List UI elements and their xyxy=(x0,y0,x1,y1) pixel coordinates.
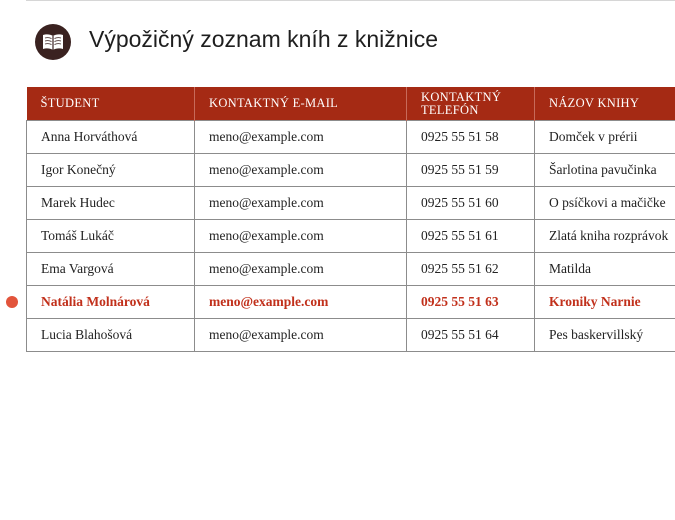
table-row-highlighted xyxy=(27,286,675,319)
student-cell: Igor Konečný xyxy=(27,154,195,187)
book-cell: Pes baskervillský xyxy=(535,319,675,352)
book-loan-table xyxy=(26,87,675,352)
student-cell: Natália Molnárová xyxy=(27,286,195,319)
top-divider xyxy=(26,0,675,1)
book-cell: Domček v prérii xyxy=(535,121,675,154)
row-marker-dot xyxy=(6,296,18,308)
phone-cell: 0925 55 51 61 xyxy=(407,220,535,253)
email-cell: meno@example.com xyxy=(195,253,407,286)
book-cell: O psíčkovi a mačičke xyxy=(535,187,675,220)
phone-cell: 0925 55 51 63 xyxy=(407,286,535,319)
column-header-phone: KONTAKTNÝ TELEFÓN xyxy=(407,87,535,121)
email-cell: meno@example.com xyxy=(195,187,407,220)
page-title: Výpožičný zoznam kníh z knižnice xyxy=(89,26,438,52)
phone-cell: 0925 55 51 60 xyxy=(407,187,535,220)
phone-cell: 0925 55 51 59 xyxy=(407,154,535,187)
phone-cell: 0925 55 51 62 xyxy=(407,253,535,286)
email-cell: meno@example.com xyxy=(195,319,407,352)
table-row xyxy=(27,154,675,187)
book-cell: Kroniky Narnie xyxy=(535,286,675,319)
email-cell: meno@example.com xyxy=(195,286,407,319)
email-cell: meno@example.com xyxy=(195,121,407,154)
table-row xyxy=(27,187,675,220)
column-header-book: NÁZOV KNIHY xyxy=(535,87,675,121)
email-cell: meno@example.com xyxy=(195,154,407,187)
phone-cell: 0925 55 51 64 xyxy=(407,319,535,352)
phone-cell: 0925 55 51 58 xyxy=(407,121,535,154)
book-cell: Matilda xyxy=(535,253,675,286)
table-row xyxy=(27,319,675,352)
table-row xyxy=(27,121,675,154)
table-header-row xyxy=(27,87,675,121)
table-row xyxy=(27,253,675,286)
column-header-email: KONTAKTNÝ E-MAIL xyxy=(195,87,407,121)
email-cell: meno@example.com xyxy=(195,220,407,253)
table-row xyxy=(27,220,675,253)
student-cell: Tomáš Lukáč xyxy=(27,220,195,253)
student-cell: Anna Horváthová xyxy=(27,121,195,154)
book-cell: Zlatá kniha rozprávok xyxy=(535,220,675,253)
column-header-student: ŠTUDENT xyxy=(27,87,195,121)
student-cell: Lucia Blahošová xyxy=(27,319,195,352)
student-cell: Ema Vargová xyxy=(27,253,195,286)
open-book-icon xyxy=(35,24,71,60)
student-cell: Marek Hudec xyxy=(27,187,195,220)
book-cell: Šarlotina pavučinka xyxy=(535,154,675,187)
